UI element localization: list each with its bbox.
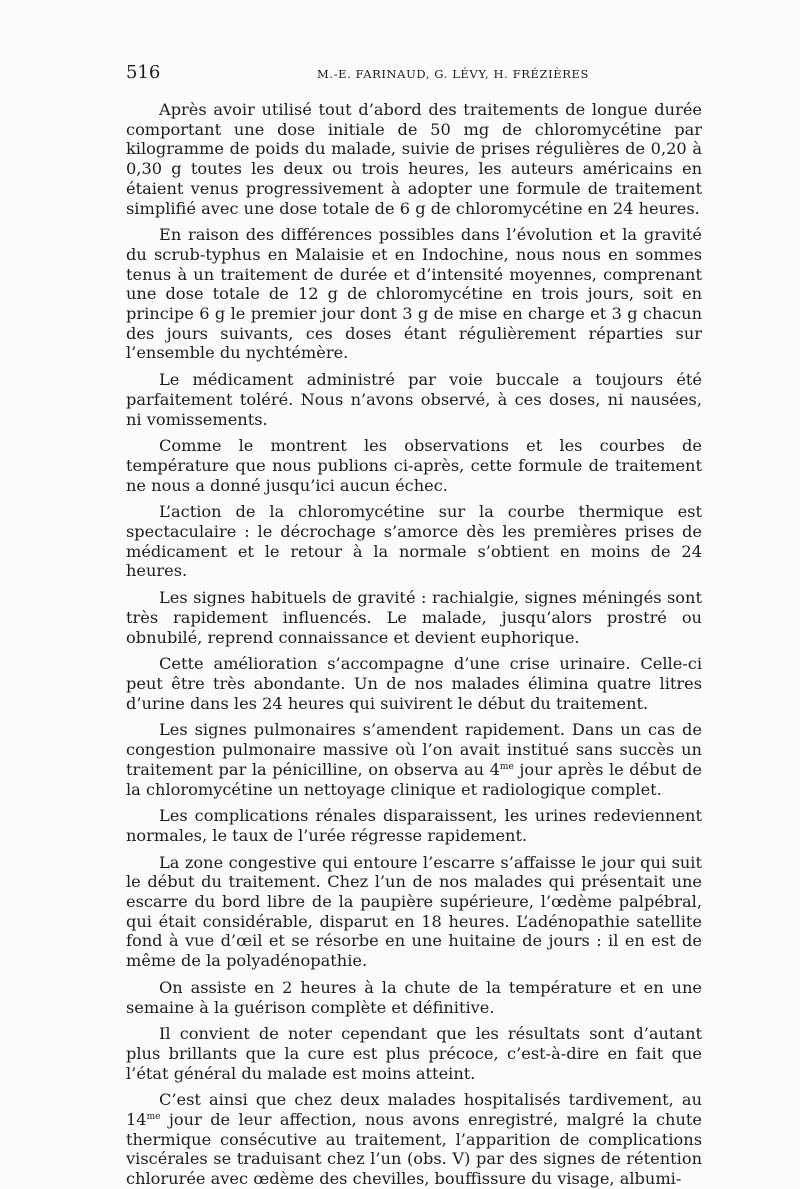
paragraph: Il convient de noter cependant que les résultats sont d’autant plus brillants que la cure est plus précoce, c’est-à-dire en fait que l’état général du malade est moins atteint. [126,1024,702,1083]
page-header [126,62,702,92]
paragraph: L’action de la chloromycétine sur la courbe thermique est spectaculaire : le décrochage s’amorce dès les premières prises de médicament et le retour à la normale s’obtient en moins de 24 heures. [126,502,702,581]
paragraph: Le médicament administré par voie buccale a toujours été parfaitement toléré. Nous n’avons observé, à ces doses, ni nausées, ni vomissements. [126,370,702,429]
paragraph: Après avoir utilisé tout d’abord des traitements de longue durée comportant une dose initiale de 50 mg de chloromycétine par kilogramme de poids du malade, suivie de prises régulières de 0,20 à 0,30 g toutes les deux ou trois heures, les auteurs américains en étaient venus progressivement à adopter une formule de traitement simplifié avec une dose totale de 6 g de chloromycétine en 24 heures. [126,100,702,218]
body-text [126,100,702,1189]
ordinal-superscript: me [146,1112,161,1123]
paragraph: C’est ainsi que chez deux malades hospitalisés tardivement, au $14^{me}$ jour de leur affection, nous avons enregistré, malgré la chute thermique consécutive au traitement, l’apparition de complications viscérales se traduisant chez l’un (obs. V) par des signes de rétention chlorurée avec œdème des chevilles, bouffissure du visage, albumi- [126,1090,702,1189]
paragraph: Comme le montrent les observations et les courbes de température que nous publions ci-après, cette formule de traitement ne nous a donné jusqu’ici aucun échec. [126,436,702,495]
running-head-authors: M.-E. FARINAUD, G. LÉVY, H. FRÉZIÈRES [317,67,589,81]
paragraph: On assiste en 2 heures à la chute de la température et en une semaine à la guérison complète et définitive. [126,977,702,1017]
ordinal-superscript: me [499,761,514,772]
paragraph: Les complications rénales disparaissent, les urines redeviennent normales, le taux de l’urée régresse rapidement. [126,806,702,845]
paragraph: La zone congestive qui entoure l’escarre s’affaisse le jour qui suit le début du traitement. Chez l’un de nos malades qui présentait une escarre du bord libre de la paupière supérieure, l’œdème palpébral, qui était considérable, disparut en 18 heures. L’adénopathie satellite fond à vue d’œil et se résorbe en une huitaine de jours : il en est de même de la polyadénopathie. [126,852,702,971]
paragraph: En raison des différences possibles dans l’évolution et la gravité du scrub-typhus en Malaisie et en Indochine, nous nous en sommes tenus à un traitement de durée et d’intensité moyennes, comprenant une dose totale de 12 g de chloromycétine en trois jours, soit en principe 6 g le premier jour dont 3 g de mise en charge et 3 g chacun des jours suivants, ces doses étant régulièrement réparties sur l’ensemble du nychtémère. [126,225,702,363]
paragraph: Les signes pulmonaires s’amendent rapidement. Dans un cas de congestion pulmonaire massive où l’on avait institué sans succès un traitement par la pénicilline, on observa au $4^{me}$ jour après le début de la chloromycétine un nettoyage clinique et radiologique complet. [126,720,702,799]
paragraph: Cette amélioration s’accompagne d’une crise urinaire. Celle-ci peut être très abondante. Un de nos malades élimina quatre litres d’urine dans les 24 heures qui suivirent le début du traitement. [126,654,702,713]
paragraph: Les signes habituels de gravité : rachialgie, signes méningés sont très rapidement influencés. Le malade, jusqu’alors prostré ou obnubilé, reprend connaissance et devient euphorique. [126,588,702,647]
page-number: 516 [126,62,161,83]
